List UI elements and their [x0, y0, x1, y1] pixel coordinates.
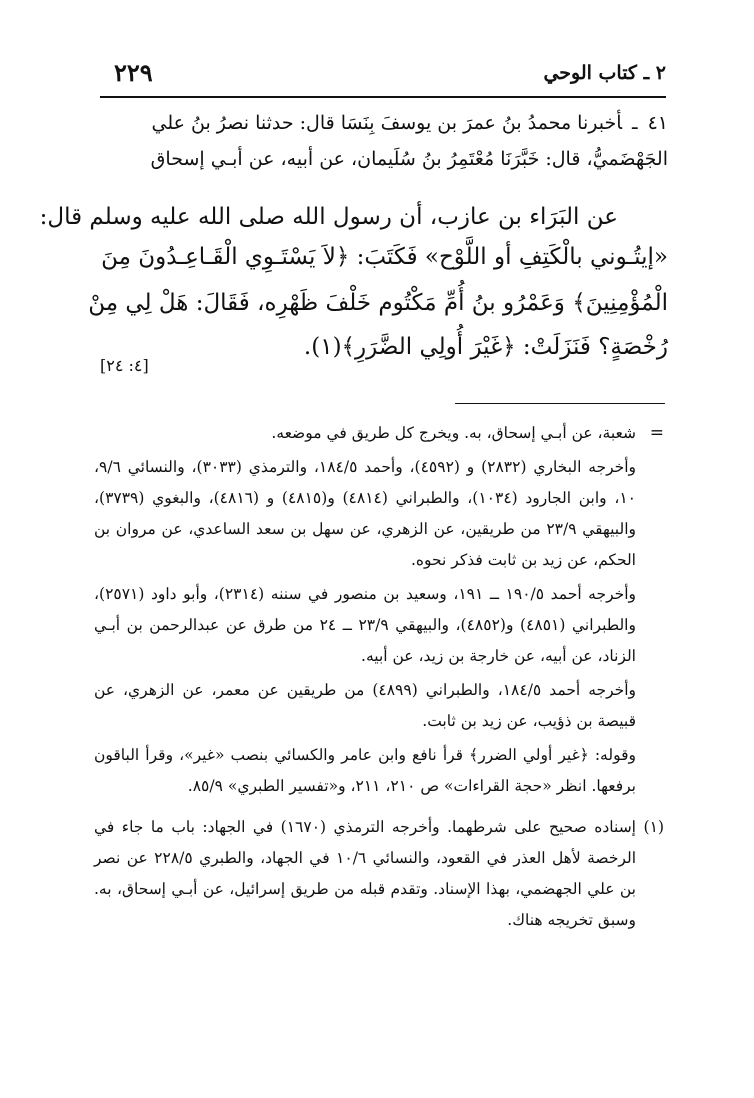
note-text-1: شعبة، عن أبـي إسحاق، به. ويخرج كل طريق في موضعه.: [271, 424, 636, 442]
hadith-matn-line-4: [96, 326, 668, 368]
hadith-line-6: رُخْصَةٍ؟ فَنَزَلَتْ: ﴿غَيْرَ أُولِي الضَّرَرِ﴾(١).: [303, 334, 668, 360]
hadith-reference: [٤: ٢٤]: [100, 356, 149, 375]
hadith-line-1: أخبرنا محمدُ بنُ عمرَ بن يوسفَ بِنَسَا قال: حدثنا نصرُ بنُ علي: [151, 112, 622, 134]
footnote-1: [94, 812, 664, 936]
note-text-2: وأخرجه البخاري (٢٨٣٢) و (٤٥٩٢)، وأحمد ١٨٤/٥، والترمذي (٣٠٣٣)، والنسائي ٩/٦، ١٠، وابن الجارود (١٠٣٤)، والطبراني (٤٨١٤) و(٤٨١٥) و (٤٨١٦)، والبغوي (٣٧٣٩)، والبيهقي ٢٣/٩ من طريقين، عن الزهري، عن سهل بن سعد الساعدي، عن مروان بن الحكم، عن زيد بن ثابت فذكر نحوه.: [94, 458, 637, 569]
footnote-separator: [455, 403, 665, 404]
footnotes: [94, 418, 664, 939]
hadith-line-5: الْمُؤْمِنِينَ﴾ وَعَمْرُو بنُ أُمِّ مَكْتُوم خَلْفَ ظَهْرِه، فَقَالَ: هَلْ لِي مِنْ: [88, 290, 668, 316]
page-number: ٢٢٩: [114, 58, 153, 87]
hadith-line-2: الجَهْضَميُّ، قال: خَبَّرَنَا مُعْتَمِرُ بنُ سُلَيمان، عن أبيه، عن أبـي إسحاق: [150, 148, 668, 170]
note-text-4: وأخرجه أحمد ١٨٤/٥، والطبراني (٤٨٩٩) من طريقين عن معمر، عن الزهري، عن قبيصة بن ذؤيب، عن زيد بن ثابت.: [94, 681, 637, 730]
footnote-1-marker: (١): [643, 818, 664, 836]
hadith-dash: ـ: [632, 112, 638, 134]
note-paragraph-1: [94, 418, 664, 449]
note-paragraph-3: [94, 579, 664, 672]
hadith-isnad-line-2: [96, 144, 668, 174]
hadith-matn-line-1: [39, 196, 668, 238]
hadith-matn-line-2: [96, 236, 668, 278]
hadith-line-3: عن البَرَاء بن عازب، أن رسول الله صلى الله عليه وسلم قال:: [39, 204, 618, 230]
page-header: [100, 58, 666, 92]
note-text-5: وقوله: ﴿غير أولي الضرر﴾ قرأ نافع وابن عامر والكسائي بنصب «غير»، وقرأ الباقون برفعها. انظر «حجة القراءات» ص ٢١٠، ٢١١، و«تفسير الطبري» ٨٥/٩.: [94, 746, 636, 795]
header-rule: [100, 96, 666, 98]
note-paragraph-2: [94, 452, 664, 576]
hadith-line-4: «إيتُـوني بالْكَتِفِ أو اللَّوْح» فَكَتَبَ: ﴿لاَ يَسْتَـوِي الْقَـاعِـدُونَ مِنَ: [101, 244, 668, 270]
hadith-number: ٤١: [647, 112, 668, 134]
note-paragraph-5: [94, 740, 664, 802]
note-text-3: وأخرجه أحمد ١٩٠/٥ ــ ١٩١، وسعيد بن منصور في سننه (٢٣١٤)، وأبو داود (٢٥٧١)، والطبراني (٤٨٥١) و(٤٨٥٢)، والبيهقي ٢٣/٩ ــ ٢٤ من طرق عن عبدالرحمن بن أبـي الزناد، عن أبيه، عن خارجة بن زيد، عن أبيه.: [94, 585, 636, 665]
hadith-isnad-line-1: [96, 108, 668, 138]
chapter-title: ٢ ـ كتاب الوحي: [543, 62, 666, 84]
note-paragraph-4: [94, 675, 664, 737]
footnote-1-text: إسناده صحيح على شرطهما. وأخرجه الترمذي (١٦٧٠) في الجهاد: باب ما جاء في الرخصة لأهل العذر في القعود، والنسائي ١٠/٦ في الجهاد، والطبري ٢٢٨/٥ عن نصر بن علي الجهضمي، بهذا الإسناد. وتقدم قبله من طريق إسرائيل، عن أبـي إسحاق، به. وسبق تخريجه هناك.: [94, 818, 637, 929]
hadith-matn-line-3: [88, 282, 668, 324]
continuation-marker: =: [649, 423, 664, 443]
